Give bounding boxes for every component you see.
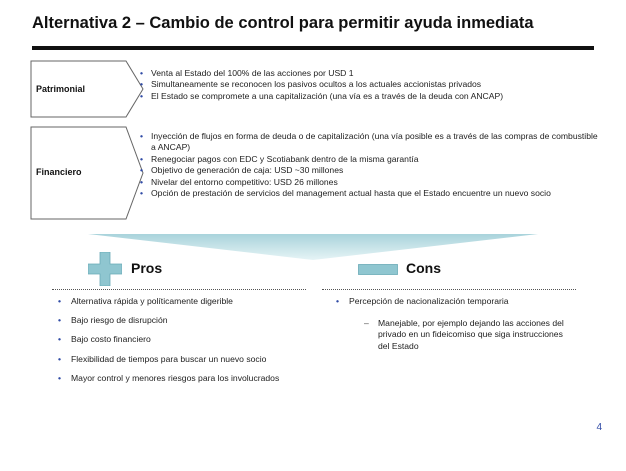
patrimonial-bullets <box>140 68 600 102</box>
cons-divider <box>322 289 576 290</box>
list-item: • Nivelar del entorno competitivo: USD 26 millones <box>140 176 338 187</box>
title-divider <box>32 46 594 50</box>
pros-list <box>58 296 296 392</box>
list-item: • Mayor control y menores riesgos para los involucrados <box>58 372 280 383</box>
cons-heading: Cons <box>406 260 441 276</box>
plus-icon <box>88 252 122 286</box>
cons-list <box>336 296 586 315</box>
list-item: • Renegociar pagos con EDC y Scotiabank dentro de la misma garantía <box>140 153 419 164</box>
page-title: Alternativa 2 – Cambio de control para permitir ayuda inmediata <box>32 14 534 32</box>
financiero-label: Financiero <box>36 167 82 177</box>
list-item: • Opción de prestación de servicios del management actual hasta que el Estado encuentre un nuevo socio <box>140 188 551 199</box>
cons-sub-item: – Manejable, por ejemplo dejando las acciones del privado en un fideicomiso que siga instrucciones del Estado <box>364 318 564 351</box>
list-item: • Inyección de flujos en forma de deuda o de capitalización (una vía posible es a través de las compras de combustible a ANCAP) <box>140 131 598 153</box>
list-item: • Simultaneamente se reconocen los pasivos ocultos a los actuales accionistas privados <box>140 79 482 90</box>
list-item: • Objetivo de generación de caja: USD ~30 millones <box>140 165 344 176</box>
pros-divider <box>52 289 306 290</box>
patrimonial-chevron <box>30 60 145 118</box>
funnel-arrow <box>88 234 538 260</box>
pros-heading: Pros <box>131 260 163 276</box>
patrimonial-label: Patrimonial <box>36 84 86 94</box>
list-item: • Percepción de nacionalización temporaria <box>336 296 509 306</box>
list-item: • Venta al Estado del 100% de las acciones por USD 1 <box>140 68 354 78</box>
financiero-bullets <box>140 131 598 199</box>
financiero-chevron <box>30 126 145 220</box>
list-item: • Bajo costo financiero <box>58 334 151 345</box>
page-number: 4 <box>596 422 602 433</box>
list-item: • Bajo riesgo de disrupción <box>58 315 168 326</box>
list-item: • El Estado se compromete a una capitalización (una vía es a través de la deuda con ANCAP) <box>140 90 504 101</box>
list-item: • Alternativa rápida y políticamente digerible <box>58 296 233 306</box>
minus-icon <box>358 264 398 275</box>
list-item: • Flexibilidad de tiempos para buscar un nuevo socio <box>58 353 267 364</box>
